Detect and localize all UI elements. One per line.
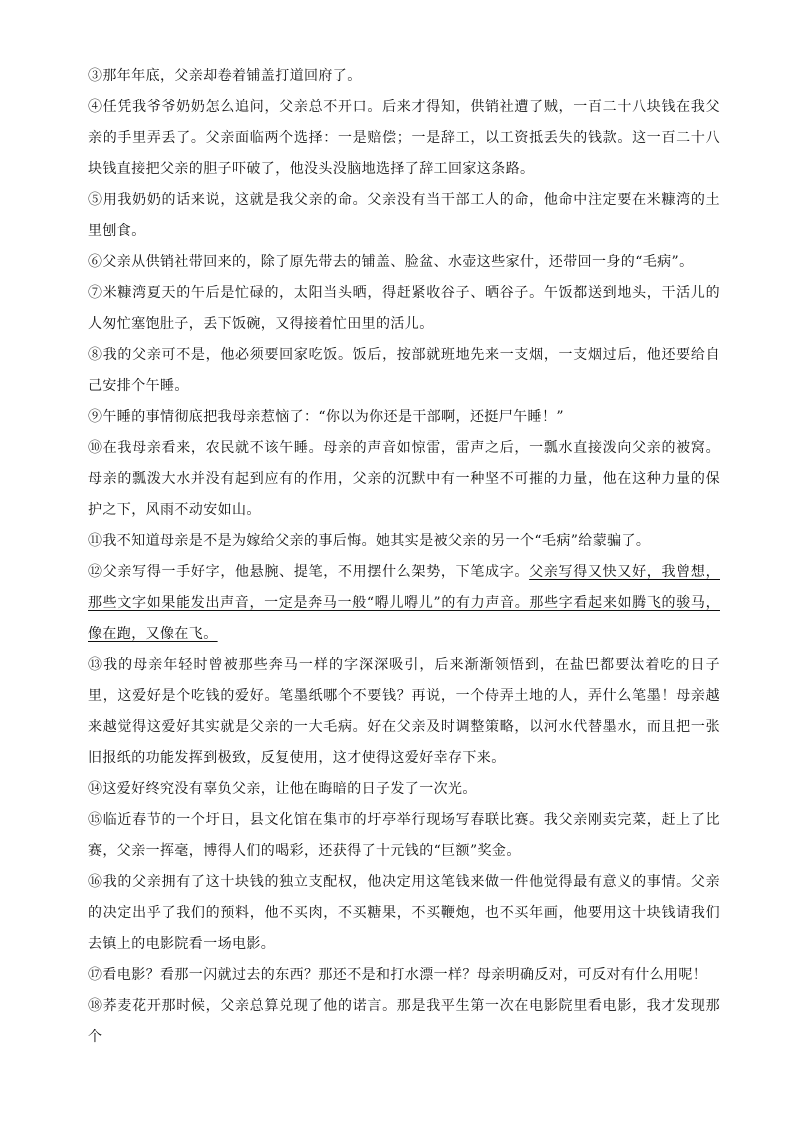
paragraph-3: ③那年年底，父亲却卷着铺盖打道回府了。 bbox=[88, 68, 362, 84]
paragraph-12-underlined: 父亲写得又快又好，我曾想，那些文字如果能发出声音，一定是奔马一般“嘚儿嘚儿”的有力声音。那些字看起来如腾飞的骏马，像在跑，又像在飞。 bbox=[88, 564, 720, 642]
paragraph-4: ④任凭我爷爷奶奶怎么追问，父亲总不开口。后来才得知，供销社遭了贼，一百二十八块钱在我父亲的手里弄丢了。父亲面临两个选择：一是赔偿；一是辞工，以工资抵丢失的钱款。这一百二十八块钱直接把父亲的胆子吓破了，他没头没脑地选择了辞工回家这条路。 bbox=[88, 99, 720, 177]
paragraph-12 bbox=[88, 557, 720, 650]
paragraph-5: ⑤用我奶奶的话来说，这就是我父亲的命。父亲没有当干部工人的命，他命中注定要在米糠湾的土里刨食。 bbox=[88, 192, 720, 239]
paragraph-14: ⑭这爱好终究没有辜负父亲，让他在晦暗的日子发了一次光。 bbox=[88, 781, 477, 797]
paragraph-10: ⑩在我母亲看来，农民就不该午睡。母亲的声音如惊雷，雷声之后，一瓢水直接泼向父亲的被窝。母亲的瓢泼大水并没有起到应有的作用，父亲的沉默中有一种坚不可摧的力量，他在这种力量的保护之下，风雨不动安如山。 bbox=[88, 440, 720, 518]
paragraph-12-lead: ⑫父亲写得一手好字，他悬腕、提笔，不用摆什么架势，下笔成字。 bbox=[88, 564, 530, 580]
paragraph-7: ⑦米糠湾夏天的午后是忙碌的，太阳当头晒，得赶紧收谷子、晒谷子。午饭都送到地头，干活儿的人匆忙塞饱肚子，丢下饭碗，又得接着忙田里的活儿。 bbox=[88, 285, 720, 332]
paragraph-8: ⑧我的父亲可不是，他必须要回家吃饭。饭后，按部就班地先来一支烟，一支烟过后，他还要给自己安排个午睡。 bbox=[88, 347, 720, 394]
paragraph-6: ⑥父亲从供销社带回来的，除了原先带去的铺盖、脸盆、水壶这些家什，还带回一身的“毛病”。 bbox=[88, 254, 694, 270]
paragraph-13: ⑬我的母亲年轻时曾被那些奔马一样的字深深吸引，后来渐渐领悟到，在盐巴都要汰着吃的日子里，这爱好是个吃钱的爱好。笔墨纸哪个不要钱？再说，一个侍弄土地的人，弄什么笔墨！母亲越来越觉得这爱好其实就是父亲的一大毛病。好在父亲及时调整策略，以河水代替墨水，而且把一张旧报纸的功能发挥到极致，反复使用，这才使得这爱好幸存下来。 bbox=[88, 657, 720, 766]
paragraph-16: ⑯我的父亲拥有了这十块钱的独立支配权，他决定用这笔钱来做一件他觉得最有意义的事情。父亲的决定出乎了我们的预料，他不买肉，不买糖果，不买鞭炮，也不买年画，他要用这十块钱请我们去镇上的电影院看一场电影。 bbox=[88, 874, 720, 952]
paragraph-17: ⑰看电影？看那一闪就过去的东西？那还不是和打水漂一样？母亲明确反对，可反对有什么用呢！ bbox=[88, 967, 708, 983]
document-body bbox=[88, 61, 720, 1053]
paragraph-11: ⑪我不知道母亲是不是为嫁给父亲的事后悔。她其实是被父亲的另一个“毛病”给蒙骗了。 bbox=[88, 533, 651, 549]
paragraph-15: ⑮临近春节的一个圩日，县文化馆在集市的圩亭举行现场写春联比赛。我父亲刚卖完菜，赶上了比赛，父亲一挥毫，博得人们的喝彩，还获得了十元钱的“巨额”奖金。 bbox=[88, 812, 720, 859]
paragraph-9: ⑨午睡的事情彻底把我母亲惹恼了：“你以为你还是干部啊，还挺尸午睡！” bbox=[88, 409, 564, 425]
paragraph-18: ⑱荞麦花开那时候，父亲总算兑现了他的诺言。那是我平生第一次在电影院里看电影，我才发现那个 bbox=[88, 998, 720, 1045]
